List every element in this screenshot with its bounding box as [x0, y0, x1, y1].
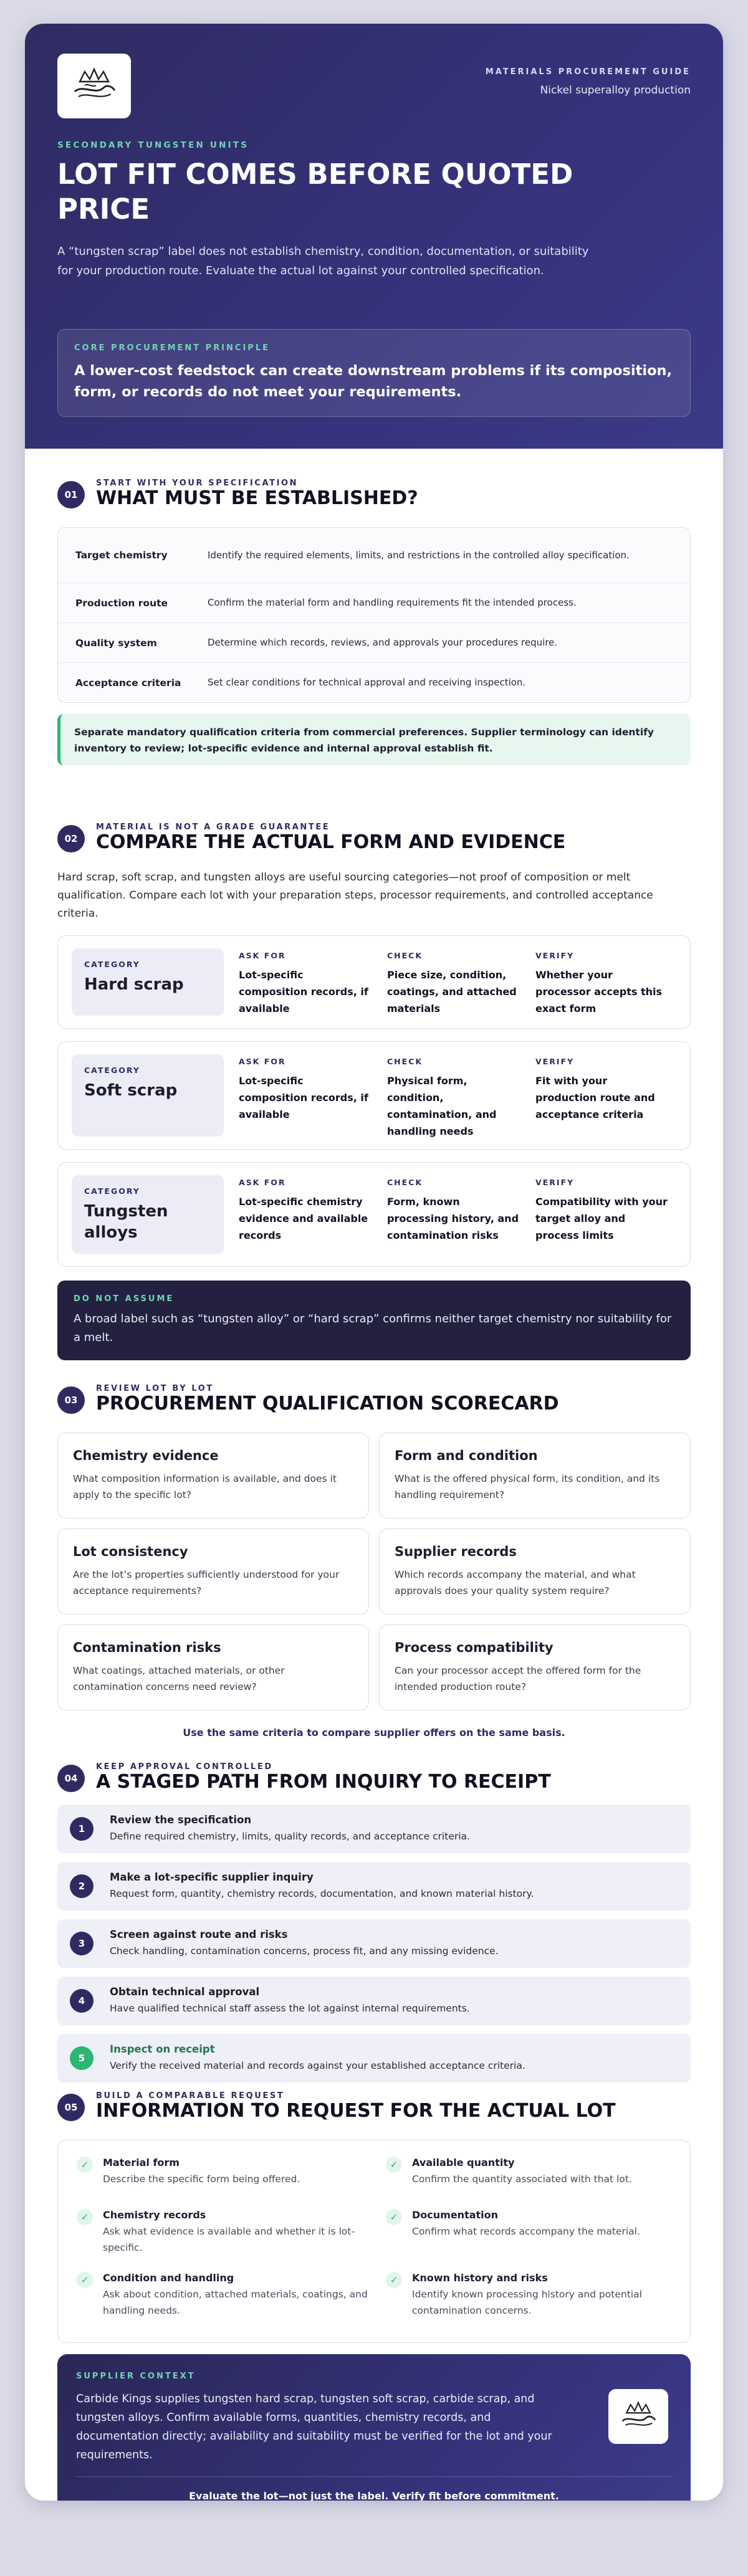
section-form-evidence — [57, 823, 691, 1360]
step-number: 4 — [70, 1989, 94, 2013]
section-title: COMPARE THE ACTUAL FORM AND EVIDENCE — [96, 831, 566, 853]
ask-label: ASK FOR — [239, 1178, 286, 1187]
verify-value: Compatibility with your target alloy and process limits — [535, 1196, 668, 1241]
table-row — [58, 662, 690, 702]
scorecard-desc: What is the offered physical form, its condition, and its handling requirement? — [395, 1473, 660, 1500]
check-icon: ✓ — [77, 2157, 93, 2173]
ask-value: Lot-specific composition records, if available — [239, 969, 368, 1014]
category-card-soft-scrap — [57, 1041, 691, 1150]
specification-table — [57, 527, 691, 703]
section-number: 02 — [57, 825, 85, 852]
step-title: Inspect on receipt — [110, 2043, 215, 2055]
step-number: 3 — [70, 1932, 94, 1955]
ask-value: Lot-specific composition records, if available — [239, 1075, 368, 1120]
brand-logo — [57, 54, 131, 118]
step-desc: Verify the received material and records against your established acceptance criteria. — [110, 2060, 525, 2071]
step-desc: Request form, quantity, chemistry records, documentation, and known material history. — [110, 1888, 534, 1899]
list-item — [382, 2272, 691, 2319]
category-card-hard-scrap — [57, 935, 691, 1029]
list-item — [57, 2034, 691, 2082]
ask-label: ASK FOR — [239, 1057, 286, 1066]
section-kicker: START WITH YOUR SPECIFICATION — [96, 479, 299, 488]
section-title: A STAGED PATH FROM INQUIRY TO RECEIPT — [96, 1771, 551, 1793]
list-item — [73, 2157, 382, 2193]
scorecard-title: Contamination risks — [73, 1640, 221, 1655]
request-desc: Ask about condition, attached materials, coatings, and handling needs. — [103, 2289, 368, 2316]
scorecard-title: Chemistry evidence — [73, 1448, 219, 1463]
scorecard-note: Use the same criteria to compare supplier offers on the same basis. — [183, 1727, 565, 1739]
check-label: CHECK — [387, 1057, 423, 1066]
section-number: 01 — [57, 481, 85, 508]
table-row — [58, 583, 690, 623]
check-icon: ✓ — [77, 2272, 93, 2288]
section-number: 04 — [57, 1765, 85, 1792]
guide-meta — [486, 67, 691, 97]
supplier-context — [57, 2354, 691, 2501]
step-number: 1 — [70, 1817, 94, 1841]
scorecard-title: Lot consistency — [73, 1544, 188, 1559]
request-title: Chemistry records — [103, 2209, 206, 2221]
crown-logo-icon — [66, 64, 122, 108]
list-item — [73, 2209, 382, 2256]
ask-value: Lot-specific chemistry evidence and available records — [239, 1196, 368, 1241]
hero-lead: A “tungsten scrap” label does not establish chemistry, condition, documentation, or suitability for your production route. Evaluate the actual lot against your controlled specification. — [57, 245, 589, 277]
check-icon: ✓ — [77, 2209, 93, 2225]
scorecard-desc: Which records accompany the material, and what approvals does your quality system require? — [395, 1569, 636, 1596]
section-staged-path — [57, 1762, 691, 2082]
row-label: Acceptance criteria — [75, 677, 181, 689]
scorecard-desc: What coatings, attached materials, or other contamination concerns need review? — [73, 1665, 285, 1692]
check-label: CHECK — [387, 1178, 423, 1187]
guide-subtitle: Nickel superalloy production — [540, 84, 691, 97]
section-kicker: REVIEW LOT BY LOT — [96, 1384, 214, 1393]
check-value: Piece size, condition, coatings, and attached materials — [387, 969, 517, 1014]
supplier-footer: Evaluate the lot—not just the label. Verify fit before commitment. — [189, 2490, 559, 2501]
category-card-tungsten-alloys — [57, 1162, 691, 1267]
section-kicker: MATERIAL IS NOT A GRADE GUARANTEE — [96, 823, 330, 832]
category-box — [72, 1054, 224, 1137]
category-label: CATEGORY — [84, 960, 140, 969]
request-title: Documentation — [412, 2209, 499, 2221]
principle-text: A lower-cost feedstock can create downstream problems if its composition, form, or records do not meet your requirements. — [74, 363, 673, 400]
scorecard-title: Supplier records — [395, 1544, 517, 1559]
list-item — [382, 2209, 691, 2256]
scorecard-desc: What composition information is available, and does it apply to the specific lot? — [73, 1473, 337, 1500]
step-title: Review the specification — [110, 1814, 252, 1826]
step-title: Obtain technical approval — [110, 1986, 260, 1998]
scorecard-item — [379, 1624, 691, 1710]
step-title: Make a lot-specific supplier inquiry — [110, 1871, 314, 1883]
core-principle-callout — [57, 329, 691, 417]
category-name: Soft scrap — [84, 1081, 178, 1100]
row-value: Determine which records, reviews, and approvals your procedures require. — [208, 637, 558, 648]
section-title: PROCUREMENT QUALIFICATION SCORECARD — [96, 1393, 559, 1414]
request-desc: Confirm the quantity associated with that lot. — [412, 2173, 632, 2185]
row-label: Production route — [75, 597, 168, 609]
table-row — [58, 528, 690, 583]
request-title: Known history and risks — [412, 2272, 548, 2284]
row-value: Identify the required elements, limits, and restrictions in the controlled alloy specification. — [208, 549, 630, 561]
section-number: 05 — [57, 2094, 85, 2121]
scorecard-item — [379, 1433, 691, 1519]
category-box — [72, 1175, 224, 1254]
section-specification — [57, 479, 691, 765]
request-title: Condition and handling — [103, 2272, 234, 2284]
check-value: Physical form, condition, contamination, and handling needs — [387, 1075, 497, 1137]
scorecard-grid — [57, 1433, 691, 1710]
section-kicker: BUILD A COMPARABLE REQUEST — [96, 2091, 285, 2101]
crown-logo-icon — [615, 2398, 661, 2435]
supplier-logo — [608, 2389, 668, 2444]
section-scorecard — [57, 1384, 691, 1739]
row-label: Quality system — [75, 637, 157, 649]
section-title: INFORMATION TO REQUEST FOR THE ACTUAL LOT — [96, 2100, 616, 2122]
section-title: WHAT MUST BE ESTABLISHED? — [96, 487, 418, 509]
principle-label: CORE PROCUREMENT PRINCIPLE — [74, 343, 270, 353]
list-item — [57, 1977, 691, 2025]
verify-label: VERIFY — [535, 1057, 575, 1066]
verify-label: VERIFY — [535, 1178, 575, 1187]
scorecard-title: Process compatibility — [395, 1640, 554, 1655]
guide-label: MATERIALS PROCUREMENT GUIDE — [485, 67, 691, 77]
page-title: LOT FIT COMES BEFORE QUOTED PRICE — [57, 158, 573, 226]
request-desc: Describe the specific form being offered. — [103, 2173, 300, 2185]
qualification-note: Separate mandatory qualification criteria from commercial preferences. Supplier terminology can identify inventory to review; lot-specific evidence and internal approval establish fit. — [57, 714, 691, 765]
hero-banner — [25, 24, 723, 449]
hero-kicker: SECONDARY TUNGSTEN UNITS — [57, 140, 249, 150]
step-number: 2 — [70, 1874, 94, 1898]
step-desc: Check handling, contamination concerns, process fit, and any missing evidence. — [110, 1945, 499, 1957]
request-title: Material form — [103, 2157, 180, 2168]
request-title: Available quantity — [412, 2157, 515, 2168]
check-label: CHECK — [387, 951, 423, 960]
list-item — [382, 2157, 691, 2193]
row-value: Set clear conditions for technical approval and receiving inspection. — [208, 677, 526, 688]
scorecard-desc: Can your processor accept the offered form for the intended production route? — [395, 1665, 641, 1692]
step-title: Screen against route and risks — [110, 1929, 288, 1940]
supplier-text: Carbide Kings supplies tungsten hard scrap, tungsten soft scrap, carbide scrap, and tungsten alloys. Confirm available forms, quantities, chemistry records, and documentation directly; availability and suitability must be verified for the lot and your requirements. — [76, 2393, 552, 2461]
scorecard-item — [57, 1433, 369, 1519]
section-kicker: KEEP APPROVAL CONTROLLED — [96, 1762, 273, 1772]
verify-label: VERIFY — [535, 951, 575, 960]
list-item — [57, 1862, 691, 1911]
section-number: 03 — [57, 1386, 85, 1414]
request-desc: Ask what evidence is available and whether it is lot-specific. — [103, 2226, 355, 2253]
scorecard-item — [57, 1529, 369, 1615]
scorecard-desc: Are the lot’s properties sufficiently understood for your acceptance requirements? — [73, 1569, 340, 1596]
do-not-assume-callout — [57, 1281, 691, 1360]
ask-label: ASK FOR — [239, 951, 286, 960]
verify-value: Whether your processor accepts this exact form — [535, 969, 663, 1014]
divider — [76, 2476, 672, 2477]
verify-value: Fit with your production route and acceptance criteria — [535, 1075, 655, 1120]
check-icon: ✓ — [386, 2157, 402, 2173]
section-request-info — [57, 2091, 691, 2343]
request-desc: Confirm what records accompany the material. — [412, 2226, 640, 2237]
step-desc: Have qualified technical staff assess the lot against internal requirements. — [110, 2003, 470, 2014]
scorecard-title: Form and condition — [395, 1448, 538, 1463]
request-checklist — [57, 2140, 691, 2343]
list-item — [57, 1919, 691, 1968]
check-icon: ✓ — [386, 2209, 402, 2225]
category-name: Tungsten alloys — [84, 1202, 168, 1242]
request-desc: Identify known processing history and potential contamination concerns. — [412, 2289, 642, 2316]
step-desc: Define required chemistry, limits, quality records, and acceptance criteria. — [110, 1831, 470, 1842]
check-value: Form, known processing history, and contamination risks — [387, 1196, 519, 1241]
section-intro: Hard scrap, soft scrap, and tungsten alloys are useful sourcing categories—not proof of composition or melt qualification. Compare each lot with your preparation steps, processor requirements, and controlled acceptance criteria. — [57, 871, 653, 920]
list-item — [57, 1805, 691, 1853]
scorecard-item — [379, 1529, 691, 1615]
category-label: CATEGORY — [84, 1186, 140, 1196]
warn-text: A broad label such as “tungsten alloy” or “hard scrap” confirms neither target chemistry nor suitability for a melt. — [74, 1312, 672, 1344]
category-name: Hard scrap — [84, 975, 184, 994]
check-icon: ✓ — [386, 2272, 402, 2288]
guide-page — [25, 24, 723, 2501]
table-row — [58, 623, 690, 662]
list-item — [73, 2272, 382, 2319]
scorecard-item — [57, 1624, 369, 1710]
step-number: 5 — [70, 2046, 94, 2070]
supplier-label: SUPPLIER CONTEXT — [76, 2372, 196, 2381]
row-label: Target chemistry — [75, 550, 168, 561]
row-value: Confirm the material form and handling requirements fit the intended process. — [208, 597, 577, 608]
category-label: CATEGORY — [84, 1066, 140, 1075]
category-box — [72, 948, 224, 1016]
steps-list — [57, 1805, 691, 2082]
warn-label: DO NOT ASSUME — [74, 1294, 175, 1304]
